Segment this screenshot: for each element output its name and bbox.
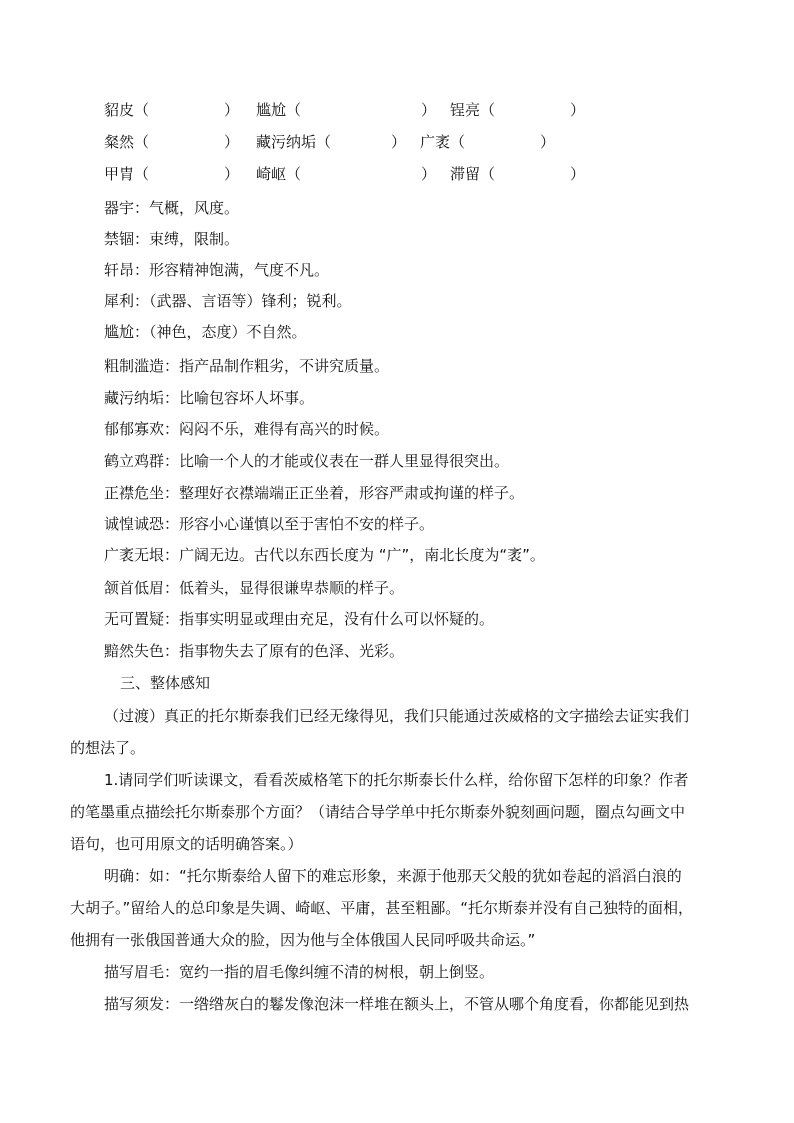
vocab-item: 粲然（ ） — [104, 133, 240, 151]
vocab-item: 锃亮（ ） — [450, 101, 586, 119]
glossary-entry: 郁郁寡欢：闷闷不乐，难得有高兴的时候。 — [104, 420, 390, 438]
glossary-entry: 禁锢：束缚，限制。 — [104, 230, 240, 248]
vocab-item: 藏污纳垢（ ） — [256, 133, 407, 151]
glossary-entry: 尴尬：（神色，态度）不自然。 — [104, 323, 307, 341]
paragraph-line: 1.请同学们听读课文，看看茨威格笔下的托尔斯泰长什么样，给你留下怎样的印象？作者 — [104, 771, 689, 789]
paragraph-line: 他拥有一张俄国普通大众的脸，因为他与全体俄国人民同呼吸共命运。” — [70, 931, 536, 949]
glossary-entry: 无可置疑：指事实明显或理由充足，没有什么可以怀疑的。 — [104, 610, 495, 628]
glossary-entry: 藏污纳垢：比喻包容坏人坏事。 — [104, 389, 315, 407]
vocab-item: 尴尬（ ） — [256, 101, 437, 119]
glossary-entry: 粗制滥造：指产品制作粗劣，不讲究质量。 — [104, 357, 390, 375]
glossary-entry: 犀利：（武器、言语等）锋利；锐利。 — [104, 292, 352, 310]
paragraph-line: 的笔墨重点描绘托尔斯泰那个方面？（请结合导学单中托尔斯泰外貌刻画问题，圈点勾画文中 — [70, 803, 686, 821]
glossary-entry: 颔首低眉：低着头，显得很谦卑恭顺的样子。 — [104, 579, 405, 597]
paragraph-line: 语句，也可用原文的话明确答案。） — [70, 835, 303, 853]
glossary-entry: 轩昂：形容精神饱满，气度不凡。 — [104, 261, 330, 279]
paragraph-line: 描写眉毛：宽约一指的眉毛像纠缠不清的树根，朝上倒竖。 — [104, 963, 495, 981]
glossary-entry: 诚惶诚恐：形容小心谨慎以至于害怕不安的样子。 — [104, 515, 435, 533]
glossary-entry: 正襟危坐：整理好衣襟端端正正坐着，形容严肃或拘谨的样子。 — [104, 484, 525, 502]
vocab-item: 崎岖（ ） — [256, 165, 437, 183]
paragraph-line: 描写须发：一绺绺灰白的鬈发像泡沫一样堆在额头上，不管从哪个角度看，你都能见到热 — [104, 995, 690, 1013]
paragraph-line: 大胡子。”留给人的总印象是失调、崎岖、平庸，甚至粗鄙。“托尔斯泰并没有自己独特的面相， — [70, 899, 694, 917]
vocab-item: 滞留（ ） — [450, 165, 586, 183]
glossary-entry: 鹤立鸡群：比喻一个人的才能或仪表在一群人里显得很突出。 — [104, 452, 510, 470]
glossary-entry: 黯然失色：指事物失去了原有的色泽、光彩。 — [104, 642, 405, 660]
section-heading: 三、整体感知 — [120, 674, 211, 692]
vocab-item: 貂皮（ ） — [104, 101, 240, 119]
paragraph-line: 的想法了。 — [70, 739, 146, 757]
paragraph-line: 明确：如：“托尔斯泰给人留下的难忘形象，来源于他那天父般的犹如卷起的滔滔白浪的 — [104, 867, 682, 885]
paragraph-line: （过渡）真正的托尔斯泰我们已经无缘得见，我们只能通过茨威格的文字描绘去证实我们 — [104, 707, 690, 725]
vocab-item: 甲胄（ ） — [104, 165, 240, 183]
glossary-entry: 器宇：气概，风度。 — [104, 199, 240, 217]
glossary-entry: 广袤无垠：广阔无边。古代以东西长度为 “广”，南北长度为“袤”。 — [104, 546, 545, 564]
vocab-item: 广袤（ ） — [420, 133, 556, 151]
